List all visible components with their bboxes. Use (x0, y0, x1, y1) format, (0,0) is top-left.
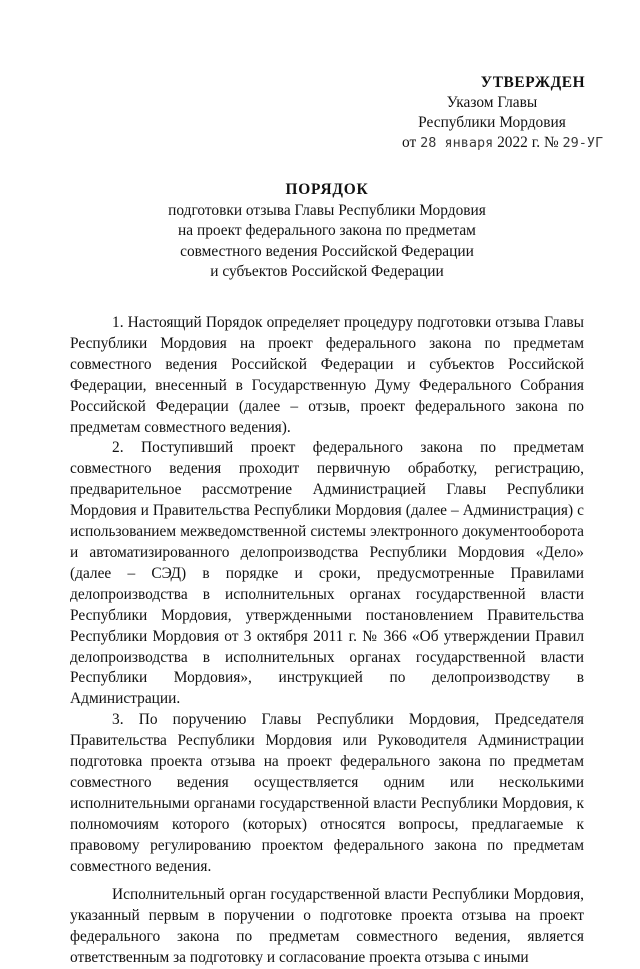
approval-date-line (402, 133, 604, 153)
handwritten-date: 28 января (420, 135, 494, 151)
title-line-1: подготовки отзыва Главы Республики Мордовия (168, 202, 486, 220)
title-line-4: и субъектов Российской Федерации (210, 262, 444, 280)
document-title-block (70, 180, 584, 282)
approval-line-1: Указом Главы (446, 94, 538, 111)
approval-line-2: Республики Мордовия (418, 114, 566, 131)
document-body (70, 313, 584, 969)
paragraph-3: 3. По поручению Главы Республики Мордовия, Председателя Правительства Республики Мордовия или Руководителя Администрации подготовка проекта отзыва на проект федерального закона по предметам совместного ведения осуществляется одним или несколькими исполнительными органами государственной власти Республики Мордовия, к полномочиям которого (которых) относятся вопросы, предлагаемые к правовому регулированию проектом федерального закона по предметам совместного ведения. (70, 711, 584, 875)
title-line-2: на проект федерального закона по предметам (178, 222, 476, 240)
document-title: ПОРЯДОК (285, 181, 369, 198)
paragraph-4: Исполнительный орган государственной власти Республики Мордовия, указанный первым в поручении о подготовке проекта отзыва на проект федерального закона по предметам совместного ведения, является ответственным за подготовку и согласование проекта отзыва с иными (70, 886, 584, 967)
paragraph-1: 1. Настоящий Порядок определяет процедуру подготовки отзыва Главы Республики Мордовия на проект федерального закона по предметам совместного ведения Российской Федерации и субъектов Российской Федерации, внесенный в Государственную Думу Федерального Собрания Российской Федерации (далее – отзыв, проект федерального закона по предметам совместного ведения). (70, 314, 584, 436)
approval-heading: УТВЕРЖДЕН (480, 74, 586, 91)
date-prefix: от (402, 134, 417, 151)
year-text: 2022 г. № (497, 134, 559, 151)
approval-stamp (392, 73, 604, 153)
handwritten-number: 29-УГ (562, 135, 604, 151)
title-line-3: совместного ведения Российской Федерации (180, 242, 474, 260)
paragraph-2: 2. Поступивший проект федерального закона по предметам совместного ведения проходит первичную обработку, регистрацию, предварительное рассмотрение Администрацией Главы Республики Мордовия и Правительства Республики Мордовия (далее – Администрация) с использованием межведомственной системы электронного документооборота и автоматизированного делопроизводства Республики Мордовия «Дело» (далее – СЭД) в порядке и сроки, предусмотренные Правилами делопроизводства в исполнительных органах государственной власти Республики Мордовия, утвержденными постановлением Правительства Республики Мордовия от 3 октября 2011 г. № 366 «Об утверждении Правил делопроизводства в исполнительных органах государственной власти Республики Мордовия», инструкцией по делопроизводству в Администрации. (70, 439, 584, 708)
